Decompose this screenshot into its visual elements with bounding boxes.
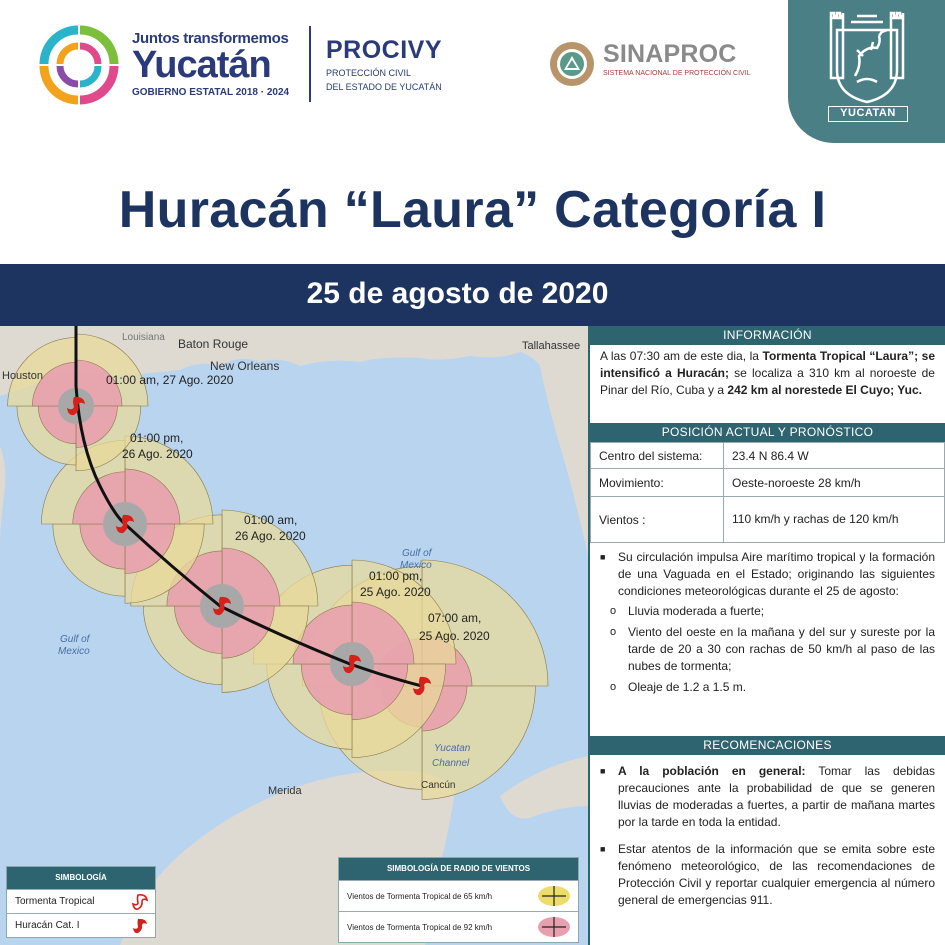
position-value: 23.4 N 86.4 W [724,443,945,469]
conditions-intro: Su circulación impulsa Aire marítimo tropical y la formación de una Vaguada en el Estado; originando las siguientes condiciones meteorológicas durante el 25 de agosto: [618,550,935,598]
label-mexico: Mexico [58,646,90,657]
condition-text: Oleaje de 1.2 a 1.5 m. [628,680,747,694]
label-gulf-of: Gulf of [60,634,90,645]
page-title: Huracán “Laura” Categoría I [118,181,827,239]
list-item [610,624,935,675]
info-p1-bold: Tormenta Tropical “Laura”; se intensificó a Huracán; [600,349,936,380]
map-svg [0,326,588,945]
reco-1-bold: A la población en general: [618,764,806,778]
legend-row-tropical-storm [7,889,155,913]
forecast-label-3a: 01:00 am, [244,513,298,527]
legend-tropical-storm-label: Tormenta Tropical [15,896,95,907]
reco-2: Estar atentos de la información que se emita sobre este fenómeno meteorológico, de las recomendaciones de Protección Civil y reportar cualquier emergencia al número general de emergencias 911. [618,842,935,907]
info-p2: se localiza a 310 km al noroeste de Pinar del Río, Cuba y a [600,366,935,397]
condition-text: Viento del oeste en la mañana y del sur y sureste por la tarde de 20 a 30 con rachas de 50 km/h al paso de las nubes de tormenta; [628,625,935,673]
info-p1: A las 07:30 am de este dia, la [600,349,759,363]
legend-92-label: Vientos de Tormenta Tropical de 92 km/h [347,922,493,932]
legend-row-65 [339,880,578,911]
forecast-label-4a: 01:00 pm, [369,569,423,583]
forecast-label-3b: 26 Ago. 2020 [235,529,306,543]
label-houston: Houston [2,370,43,382]
sinaproc-title: SINAPROC [603,40,737,68]
reco-list [590,755,945,909]
label-baton-rouge: Baton Rouge [178,337,249,351]
legend-row-92 [339,911,578,942]
conditions-list [590,543,945,696]
yucatan-logo-icon [38,24,120,106]
position-key: Movimiento: [591,469,724,497]
wind-92-swatch-icon [536,914,572,940]
label-louisiana: Louisiana [122,332,165,343]
list-item [610,603,935,620]
yucatan-slogan: Juntos transformemos [132,30,289,47]
label-mexico-east: Mexico [400,560,432,571]
position-row [591,443,945,469]
wind-65-swatch-icon [536,883,572,909]
list-item [610,679,935,696]
position-value: Oeste-noroeste 28 km/h [724,469,945,497]
bullet-icon: ■ [600,844,606,854]
forecast-label-1: 01:00 am, 27 Ago. 2020 [106,373,234,387]
label-gulf-of-east: Gulf of [402,548,432,559]
label-yucatan: Yucatan [434,743,471,754]
position-key: Vientos : [591,497,724,543]
reco-head: RECOMENCACIONES [590,736,945,755]
wind-radius-legend [338,857,579,943]
shield-label: YUCATAN [828,106,908,122]
position-table [590,442,945,543]
position-value: 110 km/h y rachas de 120 km/h [724,497,945,543]
hurricane-icon [131,917,149,935]
condition-text: Lluvia moderada a fuerte; [628,604,765,618]
hurricane-track-map [0,326,588,945]
label-new-orleans: New Orleans [210,359,280,373]
reco-1-text: Tomar las debidas precauciones ante la probabilidad de que se generen lluvias de moderadas a fuertes, a partir de mañana martes por la tarde en toda la entidad. [618,764,935,829]
forecast-label-4b: 25 Ago. 2020 [360,585,431,599]
legend-65-label: Vientos de Tormenta Tropical de 65 km/h [347,891,493,901]
forecast-label-5a: 07:00 am, [428,611,482,625]
position-row [591,469,945,497]
position-head: POSICIÓN ACTUAL Y PRONÓSTICO [590,423,945,442]
symbol-legend-head: SIMBOLOGÍA [7,867,155,889]
list-item [598,549,935,600]
tropical-storm-icon [131,893,149,911]
forecast-label-2a: 01:00 pm, [130,431,184,445]
forecast-label-5b: 25 Ago. 2020 [419,629,490,643]
info-head: INFORMACIÓN [590,326,945,345]
yucatan-shield-box [788,0,945,143]
info-text [590,345,945,423]
position-key: Centro del sistema: [591,443,724,469]
label-tallahassee: Tallahassee [522,340,581,352]
forecast-label-2b: 26 Ago. 2020 [122,447,193,461]
bullet-icon: ■ [600,552,606,562]
wind-legend-head: SIMBOLOGÍA DE RADIO DE VIENTOS [339,858,578,880]
position-row [591,497,945,543]
symbol-legend [6,866,156,938]
yucatan-government: GOBIERNO ESTATAL 2018 · 2024 [132,87,290,98]
legend-hurricane-label: Huracán Cat. I [15,920,80,931]
bullet-icon: ■ [600,766,606,776]
list-item [598,763,935,831]
header-divider [309,26,311,102]
procivy-title: PROCIVY [326,36,443,64]
reco-1 [618,763,935,831]
circle-bullet-icon: o [610,605,617,617]
procivy-sub1: PROTECCIÓN CIVIL [326,68,412,78]
circle-bullet-icon: o [610,626,617,638]
date-banner: 25 de agosto de 2020 [0,264,945,326]
header [0,0,945,160]
legend-row-hurricane [7,913,155,937]
yucatan-shield-icon [827,10,907,105]
sinaproc-sub: SISTEMA NACIONAL DE PROTECCIÓN CIVIL [603,70,751,77]
list-item [598,841,935,909]
recommendations-section [590,736,945,919]
yucatan-wordmark: Yucatán [132,44,271,86]
label-cancun: Cancún [421,780,456,791]
label-channel: Channel [432,758,470,769]
label-merida: Merida [268,785,302,797]
procivy-sub2: DEL ESTADO DE YUCATÁN [326,82,442,92]
info-panel [588,326,945,945]
circle-bullet-icon: o [610,681,617,693]
info-p2-bold: 242 km al norestede El Cuyo; Yuc. [727,383,922,397]
sinaproc-logo-icon [548,40,596,88]
